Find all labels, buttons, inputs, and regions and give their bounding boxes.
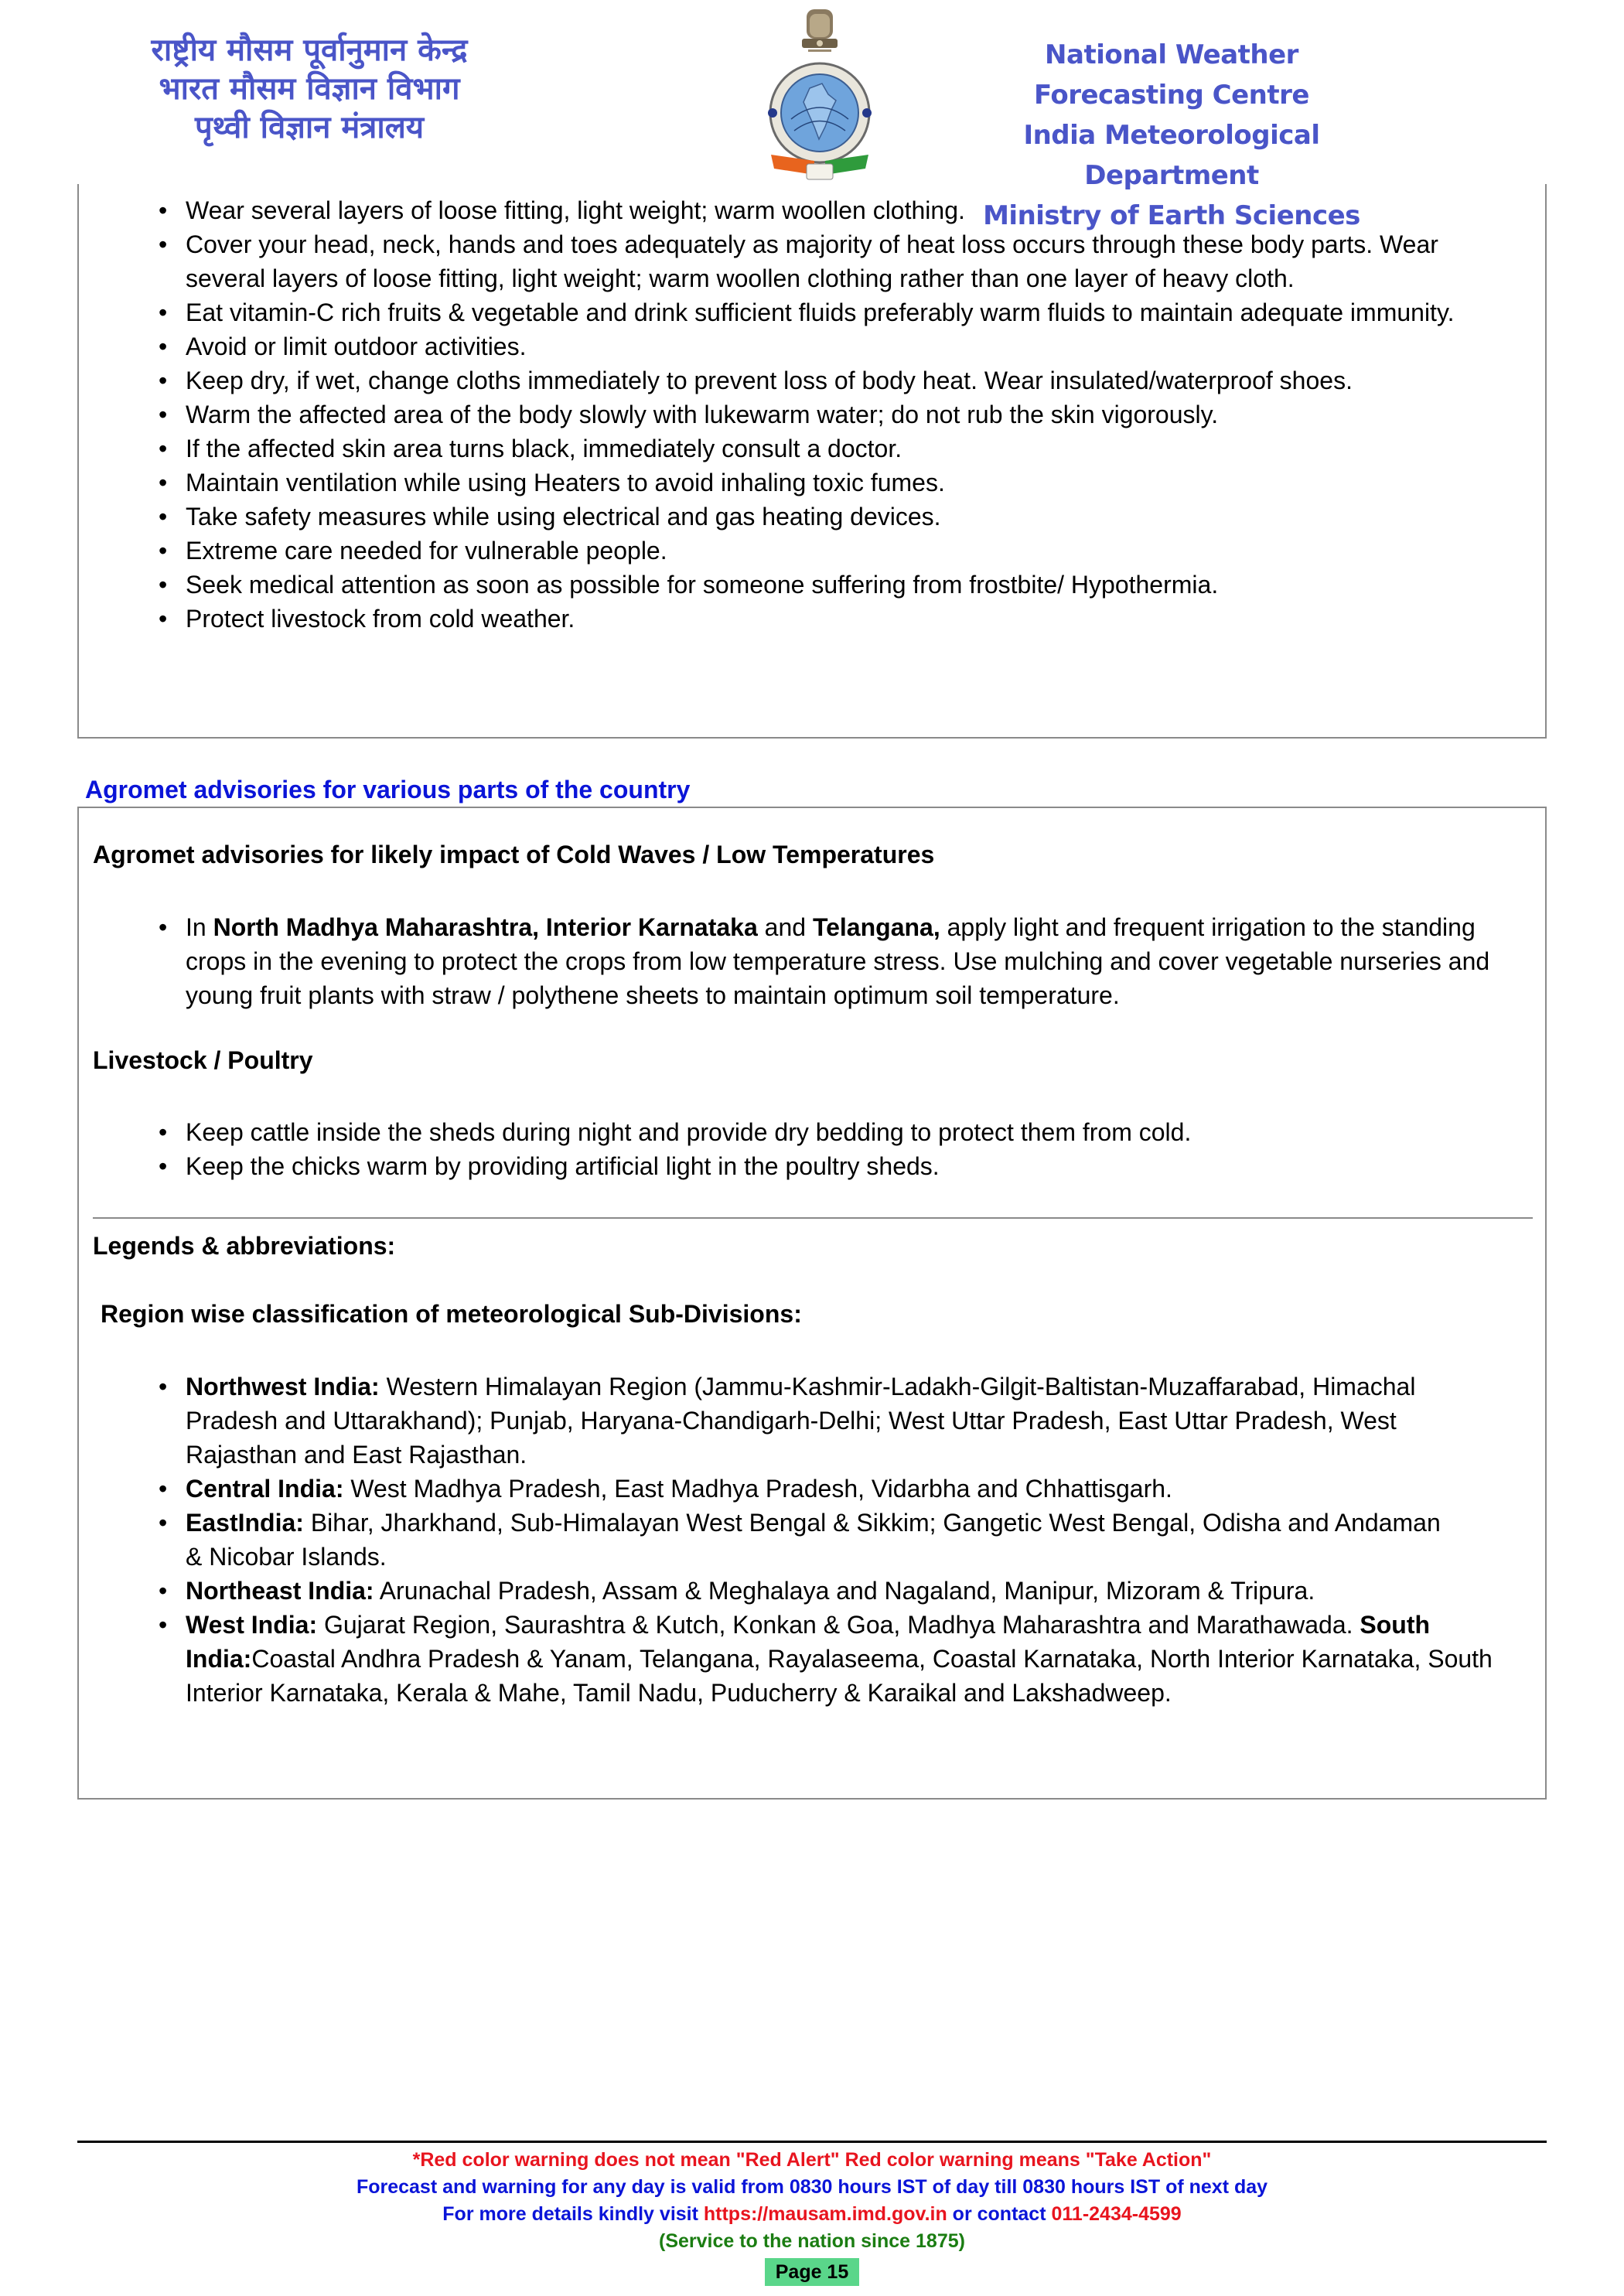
hindi-org-title (108, 31, 510, 147)
section-divider (93, 1217, 1533, 1219)
red-warning-note: *Red color warning does not mean "Red Alert" Red color warning means "Take Action" (412, 2149, 1212, 2171)
list-item: • Maintain ventilation while using Heaters to avoid inhaling toxic fumes. (79, 466, 1533, 500)
service-tagline: (Service to the nation since 1875) (659, 2230, 965, 2252)
livestock-heading: Livestock / Poultry (93, 1046, 313, 1074)
region-item: • West India: Gujarat Region, Saurashtra & Kutch, Konkan & Goa, Madhya Maharashtra and Marathawada. South India:Coastal Andhra Pradesh & Yanam, Telangana, Rayalaseema, Coastal Karnataka, North Interior Karnataka, South Interior Karnataka, Kerala & Mahe, Tamil Nadu, Puducherry & Karaikal and Lakshadweep. (79, 1608, 1533, 1710)
region-name: West India: (186, 1611, 318, 1639)
precautions-list (79, 193, 1533, 636)
website-link[interactable]: https://mausam.imd.gov.in (703, 2203, 947, 2225)
region-name: Central India: (186, 1475, 344, 1503)
agromet-section-title: Agromet advisories for various parts of the country (85, 776, 691, 803)
advisory-region: Telangana, (812, 913, 940, 941)
region-item: • Northwest India: Western Himalayan Region (Jammu-Kashmir-Ladakh-Gilgit-Baltistan-Muzaffarabad, Himachal Pradesh and Uttarakhand); Punjab, Haryana-Chandigarh-Delhi; West Uttar Pradesh, East Uttar Pradesh, West Rajasthan and East Rajasthan. (79, 1370, 1533, 1472)
legends-heading: Legends & abbreviations: (93, 1232, 396, 1260)
region-name: South India: (186, 1611, 1431, 1673)
list-item: • Avoid or limit outdoor activities. (79, 329, 1533, 363)
list-item: • Keep the chicks warm by providing artificial light in the poultry sheds. (79, 1149, 1533, 1183)
list-item: • Eat vitamin-C rich fruits & vegetable and drink sufficient fluids preferably warm fluids to maintain adequate immunity. (79, 295, 1533, 329)
footer-divider (77, 2141, 1547, 2143)
region-name: EastIndia: (186, 1509, 304, 1537)
cold-wave-agromet-heading: Agromet advisories for likely impact of Cold Waves / Low Temperatures (93, 841, 935, 868)
crop-advisory-item: • In North Madhya Maharashtra, Interior Karnataka and Telangana, apply light and frequent irrigation to the standing crops in the evening to protect the crops from low temperature stress. Use mulching and cover vegetable nurseries and young fruit plants with straw / polythene sheets to maintain optimum soil temperature. (79, 910, 1533, 1012)
page-number-badge: Page 15 (765, 2258, 860, 2286)
list-item: • Take safety measures while using electrical and gas heating devices. (79, 500, 1533, 534)
list-item: • Protect livestock from cold weather. (79, 602, 1533, 636)
english-line: National Weather Forecasting Centre (1034, 39, 1309, 111)
advisory-region: North Madhya Maharashtra, Interior Karnataka (213, 913, 758, 941)
list-item: • Seek medical attention as soon as possible for someone suffering from frostbite/ Hypothermia. (79, 568, 1533, 602)
english-line: India Meteorological Department (1023, 120, 1320, 191)
hindi-line: राष्ट्रीय मौसम पूर्वानुमान केन्द्र (151, 32, 468, 68)
list-item: • Keep dry, if wet, change cloths immediately to prevent loss of body heat. Wear insulated/waterproof shoes. (79, 363, 1533, 397)
validity-note: Forecast and warning for any day is valid from 0830 hours IST of day till 0830 hours IST of next day (356, 2176, 1268, 2198)
contact-phone: 011-2434-4599 (1051, 2203, 1182, 2225)
cold-wave-precautions-box (77, 184, 1547, 739)
list-item: • If the affected skin area turns black, immediately consult a doctor. (79, 432, 1533, 466)
hindi-line: भारत मौसम विज्ञान विभाग (159, 71, 460, 107)
agromet-advisories-box (77, 807, 1547, 1800)
region-classification-heading: Region wise classification of meteorological Sub-Divisions: (101, 1300, 802, 1328)
hindi-line: पृथ्वी विज्ञान मंत्रालय (194, 110, 425, 145)
list-item: • Keep cattle inside the sheds during night and provide dry bedding to protect them from cold. (79, 1115, 1533, 1149)
region-name: Northeast India: (186, 1577, 374, 1605)
region-list (79, 1370, 1533, 1710)
list-item: • Cover your head, neck, hands and toes adequately as majority of heat loss occurs through these body parts. Wear several layers of loose fitting, light weight; warm woollen clothing rather than one layer of heavy cloth. (79, 227, 1533, 295)
english-line: Ministry of Earth Sciences (983, 200, 1360, 231)
list-item: • Extreme care needed for vulnerable people. (79, 534, 1533, 568)
region-item: • Central India: West Madhya Pradesh, East Madhya Pradesh, Vidarbha and Chhattisgarh. (79, 1472, 1533, 1506)
crop-advisory-list (79, 910, 1533, 1012)
list-item: • Wear several layers of loose fitting, light weight; warm woollen clothing. (79, 193, 1533, 227)
list-item: • Warm the affected area of the body slowly with lukewarm water; do not rub the skin vigorously. (79, 397, 1533, 432)
region-name: Northwest India: (186, 1373, 380, 1400)
region-item: • EastIndia: Bihar, Jharkhand, Sub-Himalayan West Bengal & Sikkim; Gangetic West Bengal, Odisha and Andaman & Nicobar Islands. (79, 1506, 1533, 1574)
livestock-list (79, 1115, 1533, 1183)
imd-emblem-icon (754, 3, 885, 183)
page-footer (0, 2147, 1624, 2286)
region-item: • Northeast India: Arunachal Pradesh, Assam & Meghalaya and Nagaland, Manipur, Mizoram & Tripura. (79, 1574, 1533, 1608)
contact-line: For more details kindly visit https://mausam.imd.gov.in or contact 011-2434-4599 (442, 2203, 1182, 2225)
